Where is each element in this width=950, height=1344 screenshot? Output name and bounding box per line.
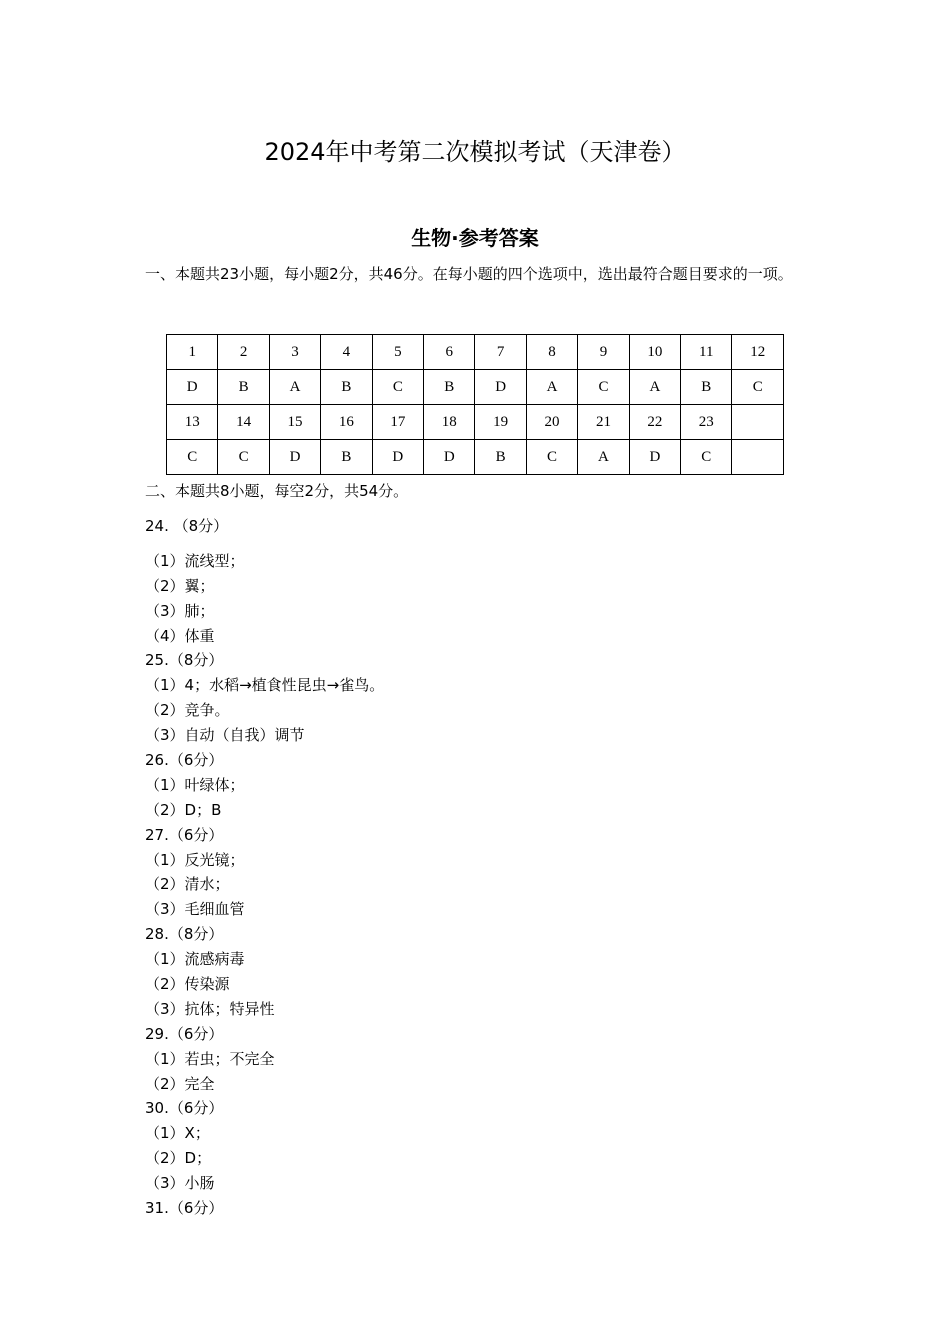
answer-line: 27.（6分） — [145, 825, 224, 844]
answer-line: （1）若虫；不完全 — [145, 1049, 275, 1068]
table-cell: B — [424, 370, 475, 405]
answer-line: 29.（6分） — [145, 1024, 224, 1043]
table-cell: C — [732, 370, 784, 405]
table-cell: A — [629, 370, 680, 405]
answer-line: （1）4；水稻→植食性昆虫→雀鸟。 — [145, 676, 385, 695]
table-cell: A — [526, 370, 577, 405]
answer-line: （3）小肠 — [145, 1174, 215, 1193]
table-cell: B — [321, 370, 372, 405]
table-cell: D — [167, 370, 218, 405]
table-cell: 12 — [732, 335, 784, 370]
answer-line: （3）肺； — [145, 601, 215, 620]
page-subtitle: 生物·参考答案 — [411, 226, 539, 250]
table-cell: B — [218, 370, 269, 405]
table-cell: C — [167, 440, 218, 475]
table-cell: 21 — [578, 405, 629, 440]
answer-line: （1）叶绿体； — [145, 775, 245, 794]
table-cell — [732, 440, 784, 475]
table-cell: 13 — [167, 405, 218, 440]
answer-line: （2）清水； — [145, 875, 230, 894]
answer-line: 24. （8分） — [145, 517, 229, 535]
table-cell: 5 — [372, 335, 423, 370]
table-cell: 7 — [475, 335, 526, 370]
answer-line: （3）自动（自我）调节 — [145, 726, 305, 745]
table-cell: 18 — [424, 405, 475, 440]
page-title: 2024年中考第二次模拟考试（天津卷） — [264, 138, 686, 166]
table-cell: 1 — [167, 335, 218, 370]
answer-table — [166, 334, 784, 475]
table-cell: D — [424, 440, 475, 475]
table-cell: C — [218, 440, 269, 475]
table-cell: 10 — [629, 335, 680, 370]
answer-line: （3）毛细血管 — [145, 900, 245, 919]
table-cell: 23 — [681, 405, 732, 440]
answer-line: （2）竞争。 — [145, 701, 230, 720]
answer-line: 30.（6分） — [145, 1099, 224, 1118]
table-cell: D — [475, 370, 526, 405]
table-cell: 14 — [218, 405, 269, 440]
table-cell: 8 — [526, 335, 577, 370]
table-cell: B — [321, 440, 372, 475]
answer-line: （2）传染源 — [145, 975, 230, 994]
table-cell: 22 — [629, 405, 680, 440]
table-cell: C — [372, 370, 423, 405]
table-cell: B — [475, 440, 526, 475]
section-1-heading: 一、本题共23小题，每小题2分，共46分。在每小题的四个选项中，选出最符合题目要求的一项。 — [145, 265, 793, 283]
table-cell: C — [578, 370, 629, 405]
table-cell: D — [372, 440, 423, 475]
table-cell: C — [526, 440, 577, 475]
table-cell: 17 — [372, 405, 423, 440]
answer-line: （1）反光镜； — [145, 850, 245, 869]
table-cell: 9 — [578, 335, 629, 370]
table-cell: 4 — [321, 335, 372, 370]
answer-line: （4）体重 — [145, 626, 215, 645]
answer-line: （2）D； — [145, 1149, 212, 1168]
table-cell: 6 — [424, 335, 475, 370]
table-cell: D — [629, 440, 680, 475]
answer-line: （2）D；B — [145, 800, 222, 819]
answer-line: 31.（6分） — [145, 1199, 224, 1218]
table-cell: C — [681, 440, 732, 475]
answer-line: （1）流线型； — [145, 551, 245, 570]
table-cell: A — [269, 370, 320, 405]
table-cell — [732, 405, 784, 440]
answer-line: 28.（8分） — [145, 925, 224, 944]
table-cell: B — [681, 370, 732, 405]
table-row-question-numbers — [167, 405, 784, 440]
table-cell: 2 — [218, 335, 269, 370]
answer-line: 25.（8分） — [145, 651, 224, 670]
table-cell: 16 — [321, 405, 372, 440]
table-cell: 11 — [681, 335, 732, 370]
answer-line: （1）X； — [145, 1124, 210, 1143]
table-cell: 15 — [269, 405, 320, 440]
table-cell: A — [578, 440, 629, 475]
table-cell: D — [269, 440, 320, 475]
table-cell: 19 — [475, 405, 526, 440]
table-cell: 20 — [526, 405, 577, 440]
answer-line: （2）完全 — [145, 1074, 215, 1093]
table-row-answers — [167, 370, 784, 405]
answer-line: （3）抗体；特异性 — [145, 999, 275, 1018]
answer-line: （1）流感病毒 — [145, 950, 245, 969]
answer-line: 26.（6分） — [145, 751, 224, 770]
table-cell: 3 — [269, 335, 320, 370]
answer-list — [145, 514, 805, 1221]
table-row-question-numbers — [167, 335, 784, 370]
section-2-heading: 二、本题共8小题，每空2分，共54分。 — [145, 482, 409, 500]
answer-line: （2）翼； — [145, 576, 215, 595]
table-row-answers — [167, 440, 784, 475]
